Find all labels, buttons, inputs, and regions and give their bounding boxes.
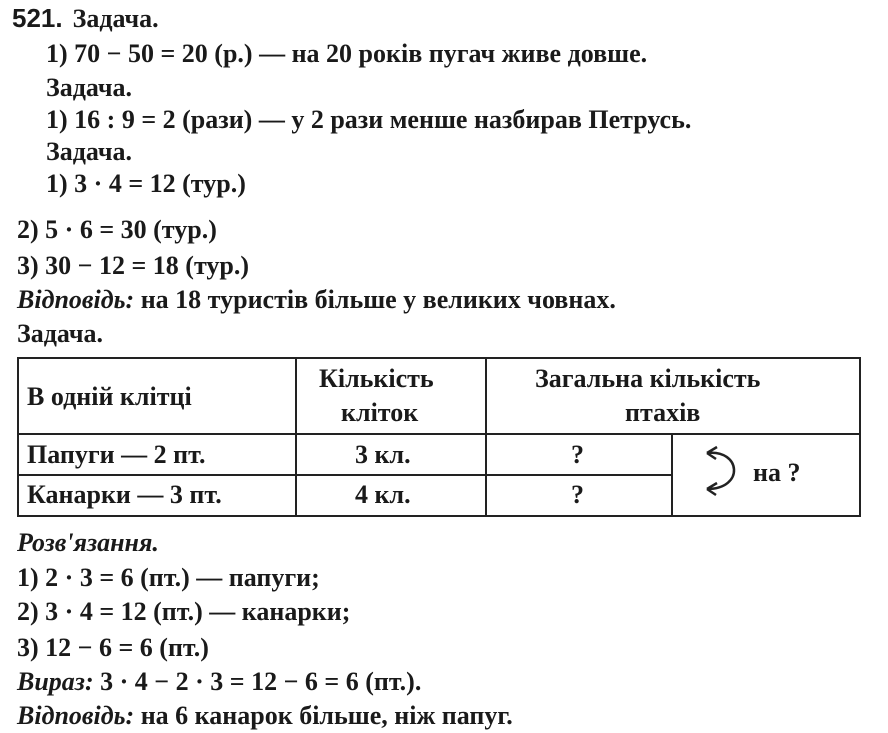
part-a-line1: 1) 70 − 50 = 20 (р.) — на 20 років пугач живе довше. <box>46 39 648 68</box>
part-c-title: Задача. <box>46 137 132 166</box>
final-answer-label: Відповідь: <box>17 701 135 730</box>
answer-label: Відповідь: <box>17 285 135 314</box>
table-divider <box>295 359 297 515</box>
header-cages-line2: кліток <box>341 398 419 427</box>
part-c-line1: 1) 3 · 4 = 12 (тур.) <box>46 169 246 198</box>
part-b-line1: 1) 16 : 9 = 2 (рази) — у 2 рази менше назбирав Петрусь. <box>46 105 692 134</box>
solution-step1: 1) 2 · 3 = 6 (пт.) — папуги; <box>17 563 320 592</box>
solution-step3: 3) 12 − 6 = 6 (пт.) <box>17 633 209 662</box>
expression-line <box>17 666 421 698</box>
answer-text: на 18 туристів більше у великих човнах. <box>134 285 616 314</box>
header-total-line2: птахів <box>625 398 701 427</box>
compare-label: на ? <box>753 458 801 487</box>
final-answer-text: на 6 канарок більше, ніж папуг. <box>134 701 513 730</box>
row-parrots-cages: 3 кл. <box>355 440 411 469</box>
part-c-line2: 2) 5 · 6 = 30 (тур.) <box>17 215 217 244</box>
row-canaries-cages: 4 кл. <box>355 480 411 509</box>
compare-arrow-icon <box>701 445 749 497</box>
row-parrots-total: ? <box>571 440 584 469</box>
part-d-title: Задача. <box>17 319 103 348</box>
table-divider <box>19 474 671 476</box>
data-table <box>17 357 861 517</box>
row-canaries-label: Канарки — 3 пт. <box>27 480 222 509</box>
table-divider <box>485 359 487 515</box>
header-total-line1: Загальна кількість <box>535 364 761 393</box>
final-answer <box>17 700 513 732</box>
solution-label: Розв'язання. <box>17 528 159 557</box>
task-title: Задача. <box>72 4 159 33</box>
task-number: 521. <box>12 3 63 33</box>
part-c-line3: 3) 30 − 12 = 18 (тур.) <box>17 251 249 280</box>
part-c-answer <box>17 284 616 316</box>
header-cages-line1: Кількість <box>319 364 434 393</box>
expression-text: 3 · 4 − 2 · 3 = 12 − 6 = 6 (пт.). <box>93 667 422 696</box>
task-header <box>12 2 159 35</box>
row-canaries-total: ? <box>571 480 584 509</box>
solution-step2: 2) 3 · 4 = 12 (пт.) — канарки; <box>17 597 351 626</box>
row-parrots-label: Папуги — 2 пт. <box>27 440 206 469</box>
table-divider <box>671 433 673 515</box>
header-per-cage: В одній клітці <box>27 382 192 411</box>
expression-label: Вираз: <box>17 667 94 696</box>
table-divider <box>19 433 859 435</box>
part-b-title: Задача. <box>46 73 132 102</box>
